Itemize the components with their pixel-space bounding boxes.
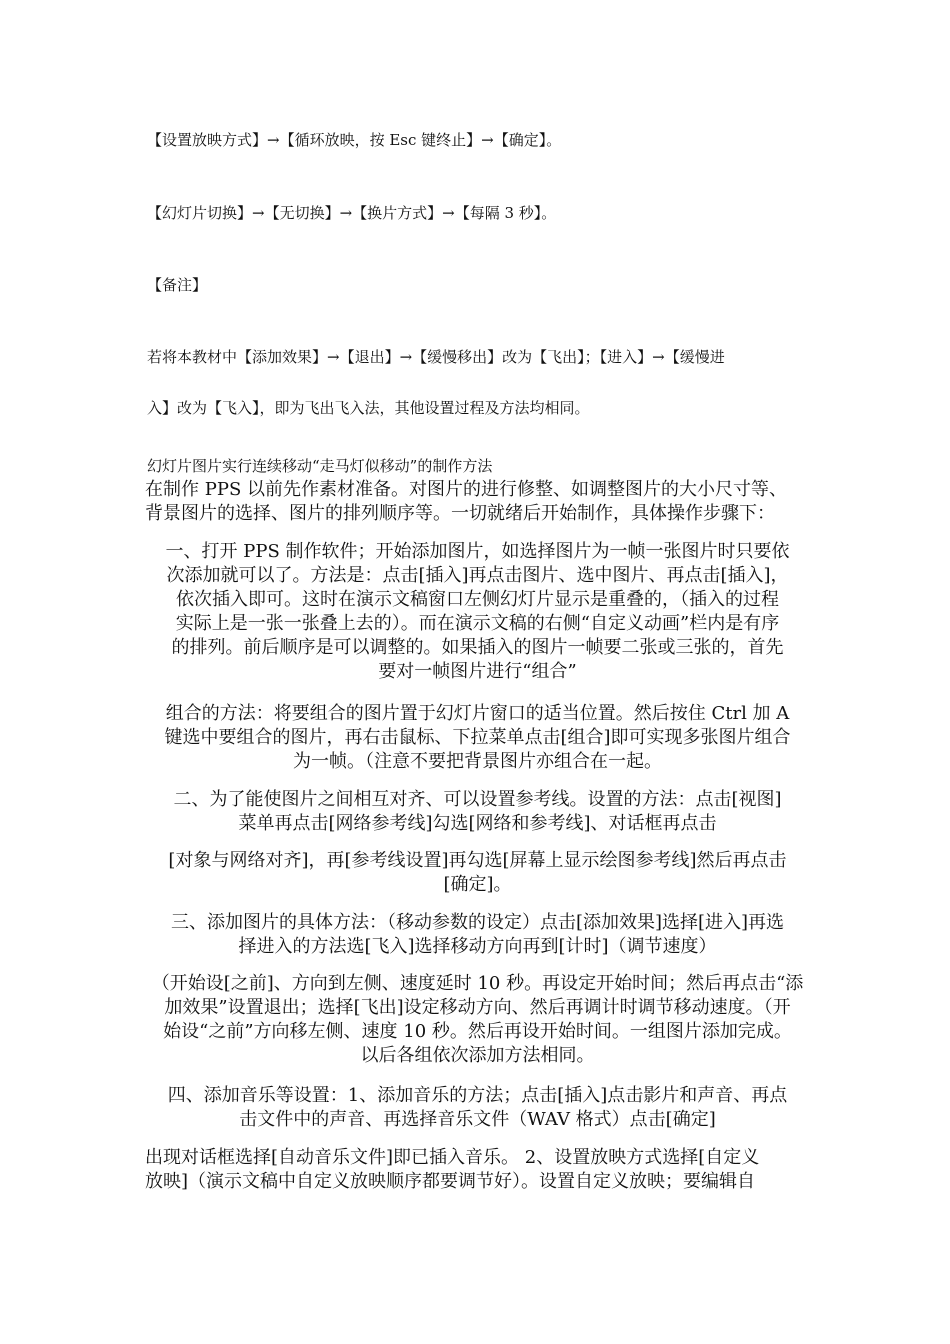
step-1-group-paragraph — [145, 702, 810, 774]
step-1-line: 次添加就可以了。方法是：点击[插入]再点击图片、选中图片、再点击[插入]， — [166, 565, 789, 586]
step-2-continued-line: [对象与网络对齐]，再[参考线设置]再勾选[屏幕上显示绘图参考线]然后再点击 — [168, 850, 787, 871]
step-3-continued-paragraph — [145, 972, 810, 1068]
step-4-line: 四、添加音乐等设置：1、添加音乐的方法；点击[插入]点击影片和声音、再点 — [167, 1085, 788, 1106]
step-2-paragraph — [145, 788, 810, 836]
step-1-line: 一、打开 PPS 制作软件；开始添加图片，如选择图片为一帧一张图片时只要依 — [165, 541, 790, 562]
step-1-line: 实际上是一张一张叠上去的）。而在演示文稿的右侧“自定义动画”栏内是有序 — [175, 613, 780, 634]
step-4-line: 击文件中的声音、再选择音乐文件（WAV 格式）点击[确定] — [239, 1109, 716, 1130]
step-3-paragraph — [145, 911, 810, 959]
step-4-continued-line: 放映]（演示文稿中自定义放映顺序都要调节好）。设置自定义放映；要编辑自 — [145, 1171, 756, 1192]
step-1-group-line: 键选中要组合的图片，再右击鼠标、下拉菜单点击[组合]即可实现多张图片组合 — [164, 727, 791, 748]
step-3-continued-line: 以后各组依次添加方法相同。 — [360, 1045, 595, 1066]
step-2-continued-line: [确定]。 — [443, 874, 512, 895]
step-2-line: 菜单再点击[网络参考线]勾选[网络和参考线]、对话框再点击 — [238, 813, 717, 834]
step-3-line: 三、添加图片的具体方法：（移动参数的设定）点击[添加效果]选择[进入]再选 — [170, 912, 785, 933]
intro-paragraph — [145, 478, 810, 526]
step-1-line: 的排列。前后顺序是可以调整的。如果插入的图片一帧要二张或三张的，首先 — [171, 637, 784, 658]
step-3-line: 择进入的方法选[飞入]选择移动方向再到[计时]（调节速度） — [238, 936, 717, 957]
step-1-group-line: 为一帧。（注意不要把背景图片亦组合在一起。 — [293, 751, 662, 772]
article-title: 幻灯片图片实行连续移动“走马灯似移动”的制作方法 — [147, 457, 493, 475]
note-line-slide-transition: 【幻灯片切换】→【无切换】→【换片方式】→【每隔 3 秒】。 — [147, 204, 557, 222]
step-2-line: 二、为了能使图片之间相互对齐、可以设置参考线。设置的方法：点击[视图] — [173, 789, 782, 810]
intro-line: 背景图片的选择、图片的排列顺序等。一切就绪后开始制作，具体操作步骤下： — [145, 503, 775, 524]
step-1-group-line: 组合的方法：将要组合的图片置于幻灯片窗口的适当位置。然后按住 Ctrl 加 A — [165, 703, 790, 724]
remark-line-1: 若将本教材中【添加效果】→【退出】→【缓慢移出】改为【飞出】；【进入】→【缓慢进 — [147, 348, 725, 366]
step-1-line: 要对一帧图片进行“组合” — [378, 661, 577, 682]
intro-line: 在制作 PPS 以前先作素材准备。对图片的进行修整、如调整图片的大小尺寸等、 — [145, 479, 787, 500]
note-heading-remark: 【备注】 — [147, 276, 208, 294]
step-3-continued-line: （开始设[之前]、方向到左侧、速度延时 10 秒。再设定开始时间；然后再点击“添 — [151, 973, 804, 994]
step-1-line: 依次插入即可。这时在演示文稿窗口左侧幻灯片显示是重叠的，（插入的过程 — [176, 589, 779, 610]
note-line-slideshow-settings: 【设置放映方式】→【循环放映，按 Esc 键终止】→【确定】。 — [147, 131, 562, 149]
remark-line-2: 入】改为【飞入】，即为飞出飞入法，其他设置过程及方法均相同。 — [147, 399, 590, 417]
step-1-paragraph — [145, 540, 810, 684]
step-4-continued-paragraph — [145, 1146, 810, 1194]
step-3-continued-line: 加效果”设置退出；选择[飞出]设定移动方向、然后再调计时调节移动速度。（开 — [164, 997, 791, 1018]
step-4-paragraph — [145, 1084, 810, 1132]
step-4-continued-line: 出现对话框选择[自动音乐文件]即已插入音乐。 2、设置放映方式选择[自定义 — [145, 1147, 760, 1168]
step-2-continued-paragraph — [145, 849, 810, 897]
step-3-continued-line: 始设“之前”方向移左侧、速度 10 秒。然后再设开始时间。一组图片添加完成。 — [163, 1021, 792, 1042]
